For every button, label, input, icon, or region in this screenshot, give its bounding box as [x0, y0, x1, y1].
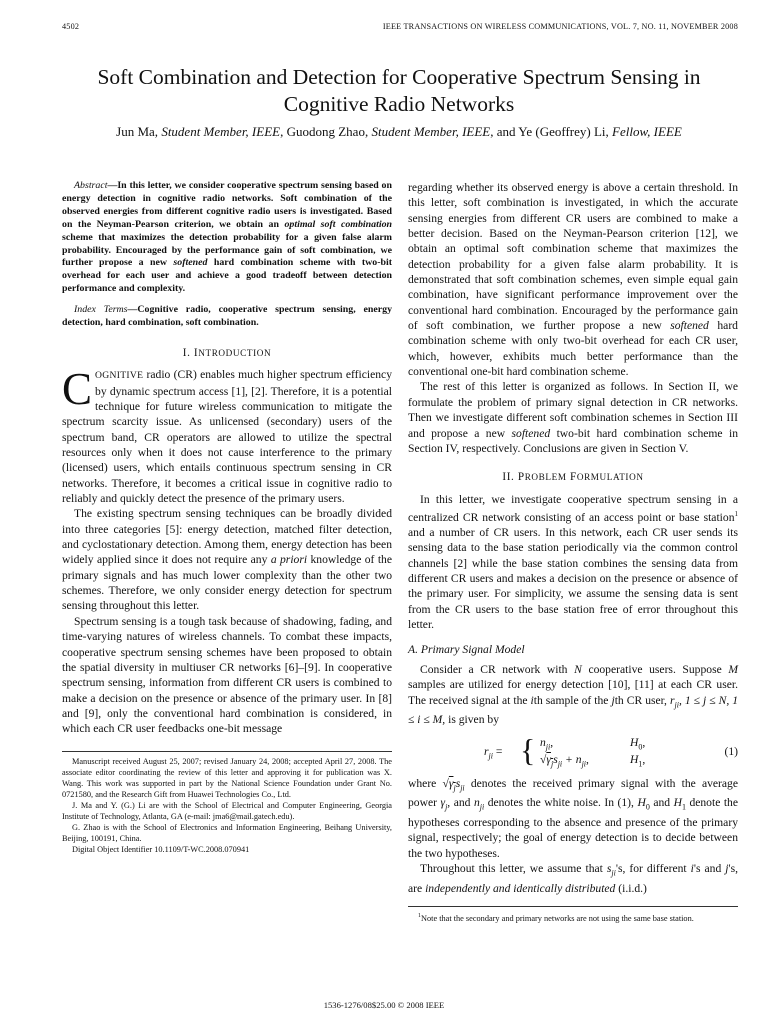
footnotes-left — [62, 751, 392, 856]
index-terms-label: Index Terms — [74, 304, 128, 316]
equation-1 — [408, 732, 738, 772]
right-paragraph-1: regarding whether its observed energy is above a certain threshold. In this letter, soft combination is investigated, in which the accurate sensing energies from different CR users are combined to make a better decision. Based on the Neyman-Pearson criterion [12], we obtain an optimal soft combination scheme that maximizes the detection probability for a given false alarm probability. It is demonstrated that soft combination schemes, even simple equal gain combination, have significant performance improvement over the conventional hard combination. Encouraged by the performance gain of soft combination, we further propose a new softened hard combination scheme with only two-bit overhead for each CR user, which, however, exhibits much better performance than the conventional one-bit hard combination scheme. — [408, 181, 738, 379]
left-column — [62, 180, 392, 855]
right-column — [408, 180, 738, 924]
iid-assumption-paragraph: Throughout this letter, we assume that $s_{ji}'s$, for different i's and j's, are independently and identically distributed (i.i.d.) — [408, 861, 739, 895]
equation-lhs: $r_{ji}$ = — [484, 744, 503, 760]
author-1: Jun Ma, — [116, 124, 159, 139]
signal-model-paragraph: Consider a CR network with N cooperative users. Suppose M samples are utilized for energy detection [10], [11] at each CR user. The received signal at the ith sample of the jth CR user, $r_{ji}$, 1 ≤ j ≤ N, 1 ≤ i ≤ M, is given by — [408, 662, 739, 727]
equation-case-1: $n_{ji}$, — [540, 735, 554, 751]
right-paragraph-2: The rest of this letter is organized as follows. In Section II, we formulate the problem of primary signal detection in CR networks. Then we investigate different soft combination schemes in Section III and propose a new softened two-bit hard combination scheme in Section IV, respectively. Conclusions are given in Section V. — [408, 380, 738, 455]
author-1-role: Student Member, IEEE — [161, 124, 281, 139]
footnote-doi: Digital Object Identifier 10.1109/T-WC.2008.070941 — [72, 845, 250, 855]
equation-number: (1) — [724, 744, 738, 758]
footnote-affiliation-1: J. Ma and Y. (G.) Li are with the School of Electrical and Computer Engineering, Georgia Institute of Technology, Atlanta, GA (e-mail: jma6@mail.gatech.edu). — [62, 800, 392, 822]
author-line — [60, 124, 738, 140]
abstract: Abstract—In this letter, we consider cooperative spectrum sensing based on energy detection in cognitive radio networks. Soft combination of the observed energies from different cognitive radio users is investigated. Based on the Neyman-Pearson criterion, we obtain an optimal soft combination scheme that maximizes the detection probability for a given false alarm probability. Encouraged by the performance gain of soft combination, we further propose a new softened hard combination scheme with two-bit overhead for each user and achieve a good tradeoff between detection performance and complexity. — [62, 180, 393, 295]
author-2: , Guodong Zhao, — [280, 124, 369, 139]
intro-paragraph-2: The existing spectrum sensing techniques can be broadly divided into three categories [5]: energy detection, matched filter detection, and cyclostationary detection. Among them, energy detection has been widely applied since it does not require any a priori knowledge of the primary signals and has much lower complexity than the other two schemes. Therefore, we only consider energy detection for spectrum sensing throughout this letter. — [62, 507, 392, 613]
section-heading-introduction: I. INTRODUCTION — [182, 346, 272, 359]
paper-title: Soft Combination and Detection for Cooperative Spectrum Sensing in Cognitive Radio Networks — [97, 65, 701, 116]
subsection-heading-primary-signal-model: A. Primary Signal Model — [408, 643, 525, 657]
footnote-manuscript: Manuscript received August 25, 2007; revised January 24, 2008; accepted April 27, 2008. The associate editor coordinating the review of this letter and approving it for publication was X. Wang. This work was supported in part by the National Science Foundation under Grant No. 0721580, and the Research Gift from Huawei Technologies Co., Ltd. — [62, 756, 392, 799]
equation-explanation: where $√\gamma_js_{ji}$ denotes the received primary signal with the average power $\gamma_j$, and $n_{ji}$ denotes the white noise. In (1), $H_0$ and $H_1$ denote the hypotheses corresponding to the absence and presence of the primary signal, respectively; the goal of energy detection is to decide between the two hypotheses. — [408, 776, 738, 860]
intro-paragraph-1: COGNITIVE radio (CR) enables much higher spectrum efficiency by dynamic spectrum access [1], [2]. Therefore, it is a potential technique for future wireless communication to mitigate the spectrum scarcity issue. As unlicensed (secondary) users of the spectrum band, CR operators are allowed to utilize the spectral resources only when it does not cause interference to the primary (licensed) users, which entails continuous spectrum sensing in CR networks. Therefore, it becomes a critical issue in cognitive radio to reliably and quickly detect the presence of the primary users. — [62, 364, 392, 506]
footnote-marker: 1 — [734, 509, 738, 518]
footnote-affiliation-2: G. Zhao is with the School of Electronics and Information Engineering, Beihang University, Beijing, 100191, China. — [62, 823, 392, 844]
page-number: 4502 — [62, 22, 80, 31]
footnote-right: $^1$Note that the secondary and primary networks are not using the same base station. — [408, 906, 738, 924]
equation-brace: { — [520, 731, 536, 768]
author-2-role: Student Member, IEEE — [371, 124, 491, 139]
equation-hypothesis-1: $H_1$, — [630, 752, 646, 768]
drop-cap: C — [62, 364, 93, 415]
section-heading-problem-formulation: II. PROBLEM FORMULATION — [502, 471, 644, 484]
author-3: , and Ye (Geoffrey) Li, — [490, 124, 609, 139]
copyright-footer: 1536-1276/08$25.00 © 2008 IEEE — [323, 1000, 445, 1010]
formulation-paragraph-1: In this letter, we investigate cooperative spectrum sensing in a centralized CR network consisting of an access point or base station$^1$ and a number of CR users. In this network, each CR user sends its sensing data to the base station periodically via the common control channels [2] while the base station combines the sensing data from different CR users and makes a decision on the presence or absence of the primary user. For simplicity, we assume the sensing data is sent from the CR users to the base station free of error throughout this letter. — [408, 492, 738, 632]
abstract-label: Abstract — [74, 180, 108, 191]
page-header — [62, 22, 738, 36]
author-3-role: Fellow, IEEE — [612, 124, 682, 139]
journal-name: IEEE TRANSACTIONS ON WIRELESS COMMUNICATIONS, VOL. 7, NO. 11, NOVEMBER 2008 — [382, 22, 738, 31]
equation-case-2: $√\gamma_js_{ji} + n_{ji}$, — [540, 752, 589, 768]
intro-paragraph-3: Spectrum sensing is a tough task because of shadowing, fading, and time-varying natures of wireless channels. To combat these impacts, cooperative spectrum sensing schemes have been proposed to obtain the spatial diversity in multiuser CR networks [6]–[9]. In cooperative spectrum sensing, information from different CR users is combined to make a decision on the presence or absence of the primary user. In [8] and [9], only the conventional hard combination is considered, in which each CR user feedbacks one-bit message — [62, 614, 392, 736]
index-terms: Index Terms—Cognitive radio, cooperative spectrum sensing, energy detection, hard combination, soft combination. — [62, 304, 393, 329]
equation-hypothesis-0: $H_0$, — [630, 735, 646, 751]
